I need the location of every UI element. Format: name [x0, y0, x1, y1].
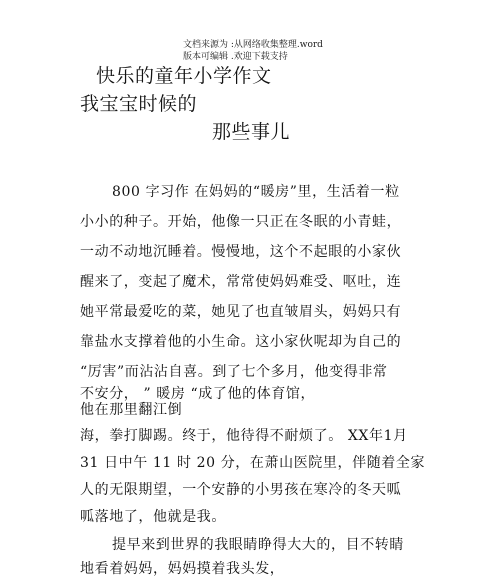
body-line: “厉害”而沾沾自喜。到了七个多月，他变得非常 — [80, 364, 388, 380]
body-line: 他在那里翻江倒 — [80, 402, 183, 418]
title-line-3: 那些事儿 — [212, 121, 291, 143]
body-line: 提早来到世界的我眼睛睁得大大的，目不转睛 — [112, 537, 404, 553]
body-line: 地看着妈妈，妈妈摸着我头发， — [80, 561, 285, 577]
source-note-line-2: 版本可编辑 .欢迎下载支持 — [183, 52, 288, 62]
title-line-2: 我宝宝时候的 — [80, 93, 198, 115]
body-line: 靠盐水支撑着他的小生命。这小家伙呢却为自己的 — [80, 334, 402, 350]
body-line: 她平常最爱吃的菜，她见了也直皱眉头，妈妈只有 — [80, 304, 402, 320]
body-line: 800 字习作 在妈妈的“暖房”里，生活着一粒 — [112, 184, 400, 200]
body-line: 小小的种子。开始，他像一只正在冬眠的小青蛙， — [80, 214, 402, 230]
source-note-line-1: 文档来源为 :从网络收集整理.word — [183, 40, 323, 50]
body-line: 一动不动地沉睡着。慢慢地，这个不起眼的小家伙 — [80, 244, 402, 260]
body-line: 31 日中午 11 时 20 分，在萧山医院里，伴随着全家 — [80, 455, 426, 471]
body-line: 呱落地了，他就是我。 — [80, 509, 226, 525]
body-line: 人的无限期望，一个安静的小男孩在寒冷的冬天呱 — [80, 482, 402, 498]
title-line-1: 快乐的童年小学作文 — [96, 65, 272, 87]
body-line: 不安分， ” 暖房 “成了他的体育馆， — [80, 386, 316, 402]
body-line: 醒来了，变起了魔术，常常使妈妈难受、呕吐，连 — [80, 274, 402, 290]
body-line: 海，拳打脚踢。终于，他待得不耐烦了。 XX年1月 — [80, 428, 408, 444]
